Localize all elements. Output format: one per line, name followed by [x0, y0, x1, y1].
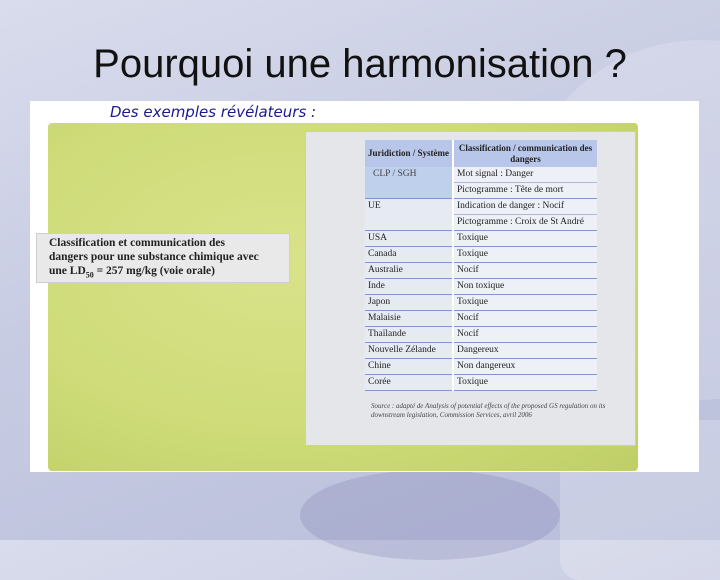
cell-jurisdiction: CLP / SGH: [365, 167, 453, 183]
source-note: Source : adapté de Analysis of potential effects of the proposed GS regulation on its downstream legislation, Commission Services, avril 2006: [371, 402, 606, 419]
cell-classification: Pictogramme : Croix de St André: [453, 215, 597, 231]
cell-classification: Nocif: [453, 263, 597, 279]
classification-caption-box: [36, 233, 290, 283]
cell-classification: Non toxique: [453, 279, 597, 295]
cell-jurisdiction: Malaisie: [365, 311, 453, 327]
ld-prefix: une LD: [49, 265, 86, 277]
cell-classification: Non dangereux: [453, 359, 597, 375]
cell-classification: Dangereux: [453, 343, 597, 359]
cell-classification: Mot signal : Danger: [453, 167, 597, 183]
cell-classification: Indication de danger : Nocif: [453, 199, 597, 215]
cell-jurisdiction: Australie: [365, 263, 453, 279]
table-row: [365, 167, 597, 183]
table-header-row: [365, 140, 597, 167]
cell-classification: Toxique: [453, 231, 597, 247]
table-row: [365, 215, 597, 231]
ld-subscript: 50: [85, 270, 94, 280]
embedded-image-panel: [30, 101, 699, 472]
cell-jurisdiction: [365, 183, 453, 199]
cell-jurisdiction: Japon: [365, 295, 453, 311]
cell-classification: Nocif: [453, 311, 597, 327]
cell-jurisdiction: Inde: [365, 279, 453, 295]
header-classification: Classification / communication des dangers: [453, 140, 597, 167]
background-decoration: [300, 470, 560, 560]
cell-classification: Nocif: [453, 327, 597, 343]
table-row: [365, 263, 597, 279]
ld-suffix: = 257 mg/kg (voie orale): [93, 265, 215, 277]
cell-jurisdiction: [365, 215, 453, 231]
hazard-table-card: [305, 131, 636, 446]
cell-classification: Pictogramme : Tête de mort: [453, 183, 597, 199]
slide-title: Pourquoi une harmonisation ?: [93, 42, 627, 86]
cell-jurisdiction: Nouvelle Zélande: [365, 343, 453, 359]
cell-classification: Toxique: [453, 375, 597, 391]
caption-line-3: [49, 264, 289, 282]
cell-classification: Toxique: [453, 295, 597, 311]
table-row: [365, 247, 597, 263]
table-row: [365, 311, 597, 327]
cell-jurisdiction: Chine: [365, 359, 453, 375]
table-row: [365, 199, 597, 215]
cell-jurisdiction: Thaïlande: [365, 327, 453, 343]
header-jurisdiction: Juridiction / Système: [365, 140, 453, 167]
cell-jurisdiction: USA: [365, 231, 453, 247]
table-row: [365, 327, 597, 343]
table-row: [365, 295, 597, 311]
table-row: [365, 279, 597, 295]
cell-jurisdiction: Canada: [365, 247, 453, 263]
cell-jurisdiction: UE: [365, 199, 453, 215]
cell-classification: Toxique: [453, 247, 597, 263]
caption-line-1: Classification et communication des: [49, 237, 226, 249]
table-row: [365, 231, 597, 247]
hazard-classification-table: [365, 140, 597, 391]
table-row: [365, 359, 597, 375]
cell-jurisdiction: Corée: [365, 375, 453, 391]
slide-subtitle: Des exemples révélateurs :: [110, 103, 317, 121]
caption-line-2: dangers pour une substance chimique avec: [49, 251, 259, 263]
table-row: [365, 183, 597, 199]
table-row: [365, 375, 597, 391]
table-row: [365, 343, 597, 359]
